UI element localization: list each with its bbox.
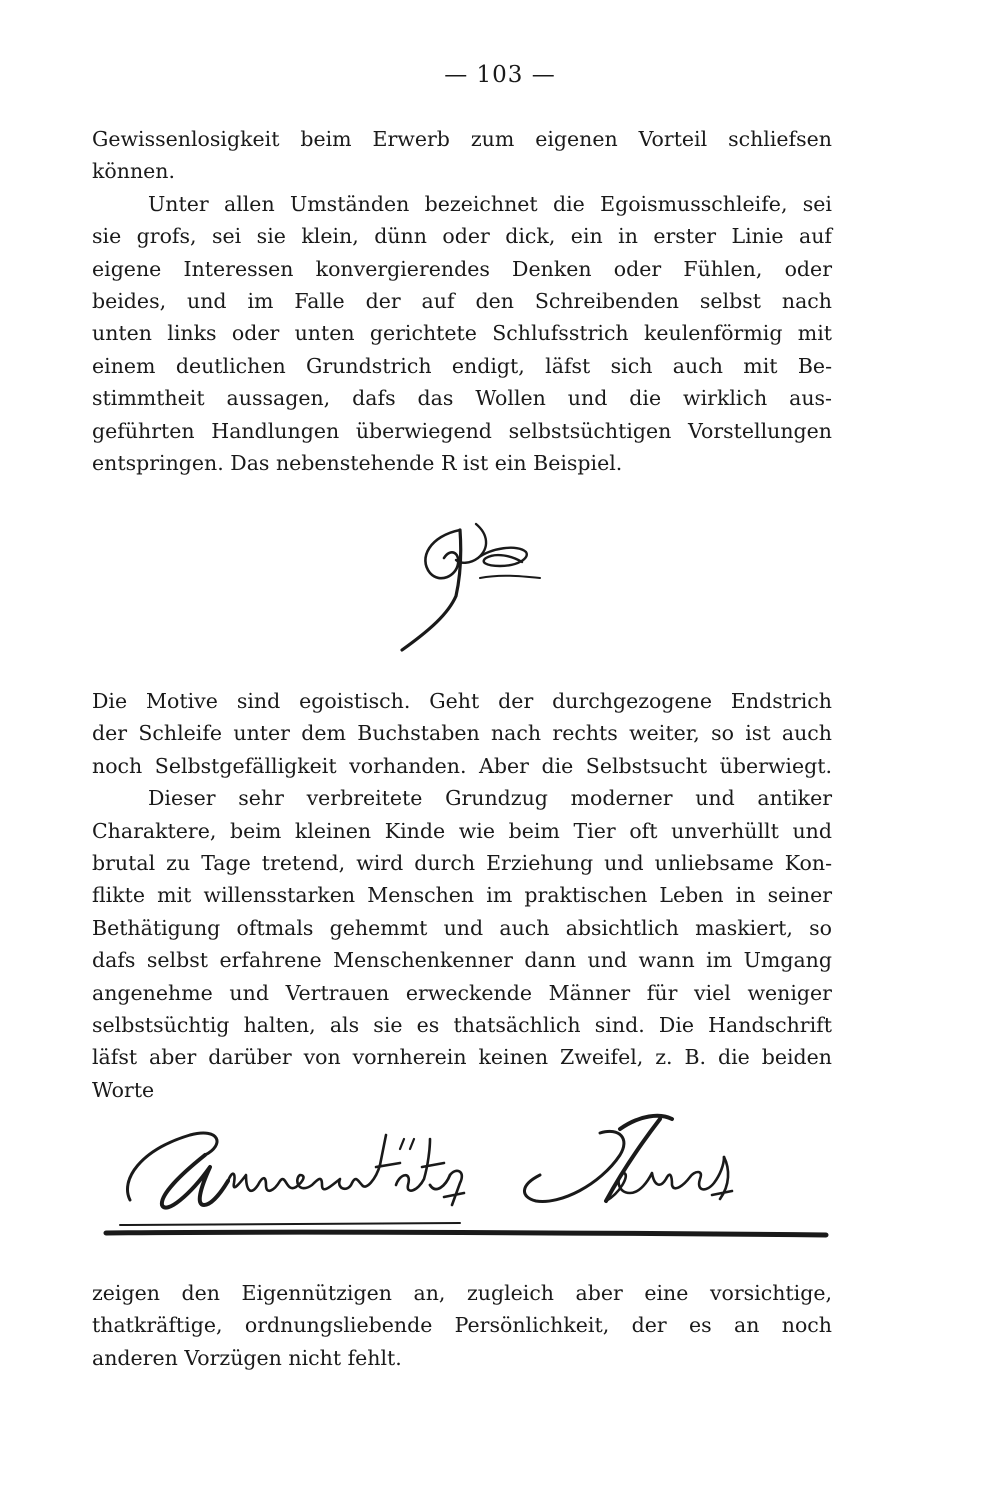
handwritten-universitaet-jena-figure [100,1105,830,1250]
text-line: Gewissenlosigkeit beim Erwerb zum eigenen Vorteil schliefsen [92,127,832,151]
text-line: brutal zu Tage tretend, wird durch Erziehung und unliebsame Kon- [92,851,832,876]
handwritten-r-figure [390,518,570,658]
paragraph-egoism-loop [92,123,832,479]
text-line: Die Motive sind egoistisch. Geht der durchgezogene Endstrich [92,689,832,713]
handwritten-r-drawing [390,518,570,658]
text-line: Unter allen Umständen bezeichnet die Egoismusschleife, sei [148,191,832,216]
text-line: selbstsüchtig halten, als sie es thatsächlich sind. Die Handschrift [92,1013,832,1038]
page-number: — 103 — [444,62,556,88]
handwritten-words-drawing [100,1105,830,1250]
text-line: Bethätigung oftmals gehemmt und auch absichtlich maskiert, so [92,915,832,940]
text-line: zeigen den Eigennützigen an, zugleich aber eine vorsichtige, [92,1281,832,1305]
text-line: beides, und im Falle der auf den Schreibenden selbst nach [92,289,832,314]
text-line: entspringen. Das nebenstehende R ist ein Beispiel. [92,451,623,476]
text-line: dafs selbst erfahrene Menschenkenner dann und wann im Umgang [92,948,832,973]
text-line: eigene Interessen konvergierendes Denken oder Fühlen, oder [92,256,832,281]
text-line: Worte [92,1077,155,1102]
text-line: der Schleife unter dem Buchstaben nach rechts weiter, so ist auch [92,721,832,746]
text-line: Dieser sehr verbreitete Grundzug moderner und antiker [148,786,832,811]
text-line: thatkräftige, ordnungsliebende Persönlichkeit, der es an noch [92,1313,832,1338]
text-line: unten links oder unten gerichtete Schlufsstrich keulenförmig mit [92,321,832,346]
text-line: sie grofs, sei sie klein, dünn oder dick, ein in erster Linie auf [92,224,832,249]
text-line: können. [92,159,176,184]
text-line: läfst aber darüber von vornherein keinen Zweifel, z. B. die beiden [92,1045,832,1070]
text-line: einem deutlichen Grundstrich endigt, läfst sich auch mit Be- [92,353,832,378]
paragraph-conclusion [92,1277,832,1374]
text-line: flikte mit willensstarken Menschen im praktischen Leben in seiner [92,883,832,908]
text-line: anderen Vorzügen nicht fehlt. [92,1345,402,1370]
text-line: geführten Handlungen überwiegend selbstsüchtigen Vorstellungen [92,418,832,443]
text-line: noch Selbstgefälligkeit vorhanden. Aber die Selbstsucht überwiegt. [92,753,832,778]
paragraph-motives [92,685,832,1106]
text-line: Charaktere, beim kleinen Kinde wie beim Tier oft unverhüllt und [92,818,832,843]
text-line: stimmtheit aussagen, dafs das Wollen und die wirklich aus- [92,386,832,411]
text-line: angenehme und Vertrauen erweckende Männer für viel weniger [92,980,832,1005]
